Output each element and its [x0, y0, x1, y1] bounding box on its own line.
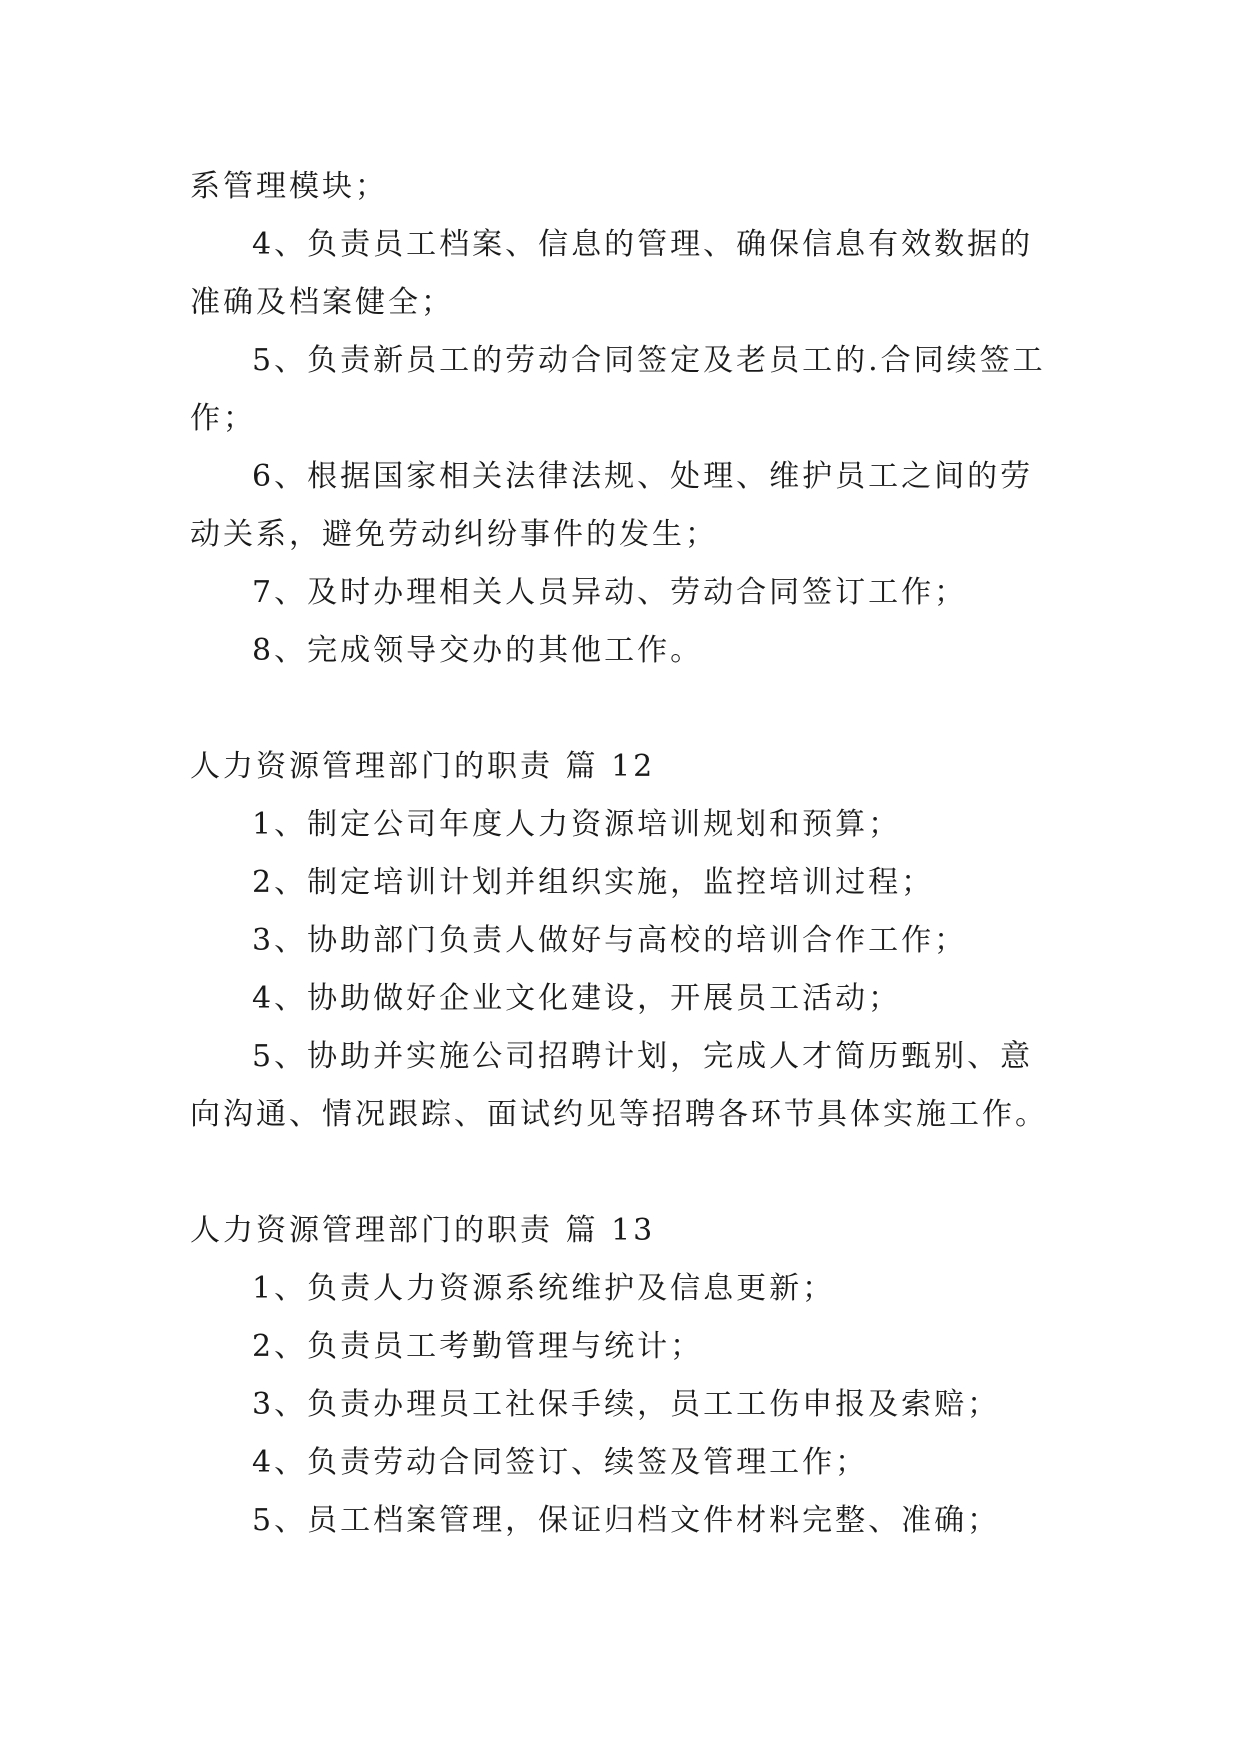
paragraph-line: 4、协助做好企业文化建设，开展员工活动；	[252, 981, 902, 1016]
paragraph-line: 2、负责员工考勤管理与统计；	[252, 1329, 704, 1364]
paragraph-line: 动关系，避免劳动纠纷事件的发生；	[190, 517, 718, 552]
paragraph-line: 8、完成领导交办的其他工作。	[252, 633, 704, 668]
paragraph-line: 准确及档案健全；	[190, 285, 454, 320]
paragraph-line: 1、制定公司年度人力资源培训规划和预算；	[252, 807, 902, 842]
paragraph-line: 作；	[190, 401, 256, 436]
paragraph-line: 5、协助并实施公司招聘计划，完成人才简历甄别、意	[252, 1039, 1034, 1074]
paragraph-line: 5、负责新员工的劳动合同签定及老员工的.合同续签工	[252, 343, 1046, 378]
paragraph-line: 5、员工档案管理，保证归档文件材料完整、准确；	[252, 1503, 1001, 1538]
paragraph-line: 6、根据国家相关法律法规、处理、维护员工之间的劳	[252, 459, 1034, 494]
section-heading-13: 人力资源管理部门的职责 篇 13	[190, 1213, 656, 1248]
section-heading-12: 人力资源管理部门的职责 篇 12	[190, 749, 656, 784]
paragraph-line: 2、制定培训计划并组织实施，监控培训过程；	[252, 865, 935, 900]
paragraph-line: 4、负责员工档案、信息的管理、确保信息有效数据的	[252, 227, 1034, 262]
document-page	[190, 158, 1060, 1550]
paragraph-line: 3、协助部门负责人做好与高校的培训合作工作；	[252, 923, 968, 958]
paragraph-line: 向沟通、情况跟踪、面试约见等招聘各环节具体实施工作。	[190, 1097, 1048, 1132]
paragraph-line: 7、及时办理相关人员异动、劳动合同签订工作；	[252, 575, 968, 610]
paragraph-line: 1、负责人力资源系统维护及信息更新；	[252, 1271, 836, 1306]
section-spacer	[190, 680, 1060, 738]
paragraph-line: 3、负责办理员工社保手续，员工工伤申报及索赔；	[252, 1387, 1001, 1422]
paragraph-line: 4、负责劳动合同签订、续签及管理工作；	[252, 1445, 869, 1480]
section-spacer	[190, 1144, 1060, 1202]
paragraph-line: 系管理模块；	[190, 169, 388, 204]
